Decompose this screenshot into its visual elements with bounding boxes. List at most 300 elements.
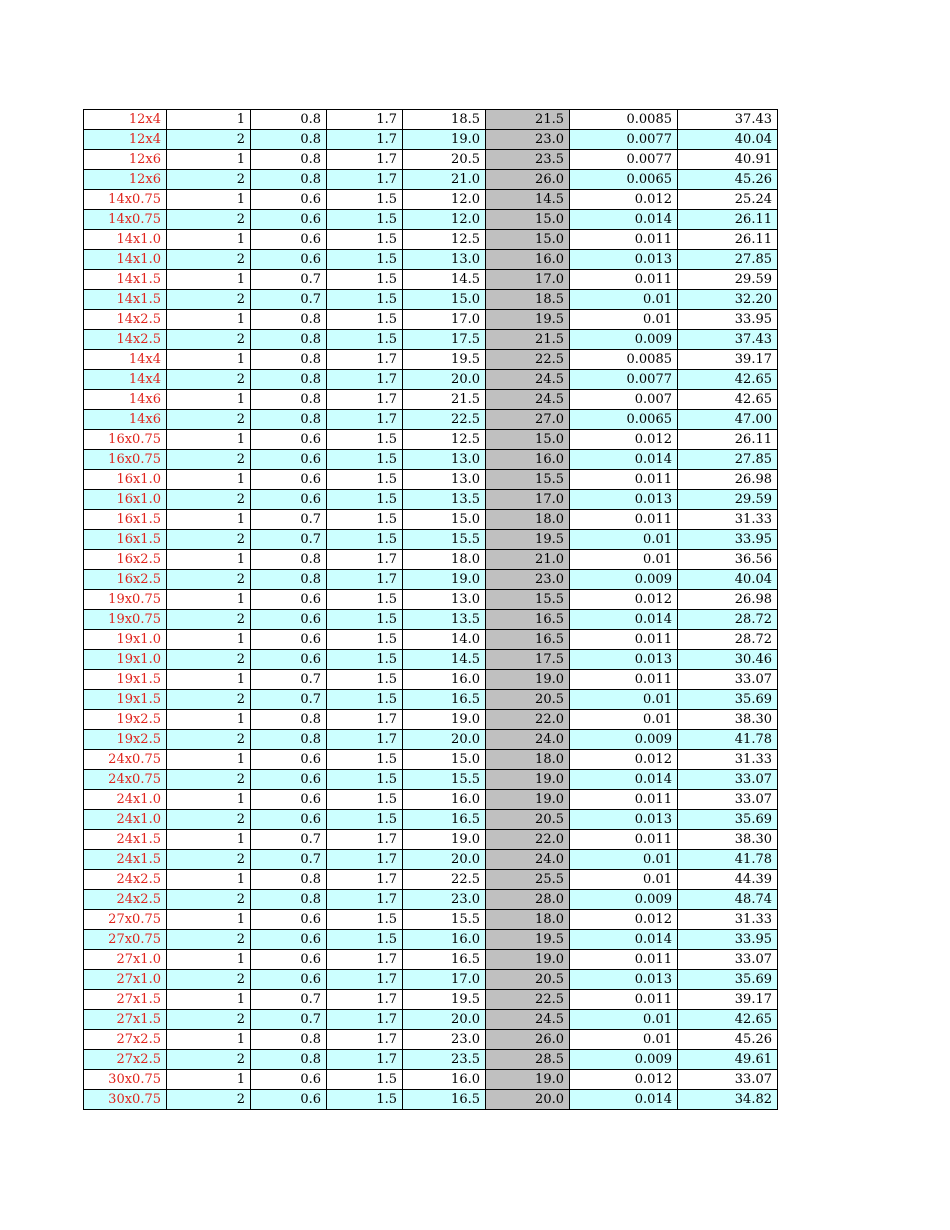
type-cell[interactable]: 1	[167, 950, 251, 970]
weight-cell[interactable]: 33.07	[678, 950, 778, 970]
value-c-cell[interactable]: 12.0	[403, 210, 486, 230]
ratio-cell[interactable]: 0.009	[570, 1050, 678, 1070]
type-cell[interactable]: 2	[167, 930, 251, 950]
value-a-cell[interactable]: 0.6	[251, 190, 327, 210]
value-a-cell[interactable]: 0.6	[251, 950, 327, 970]
spec-cell[interactable]: 19x0.75	[84, 590, 167, 610]
type-cell[interactable]: 1	[167, 310, 251, 330]
value-b-cell[interactable]: 1.7	[327, 1050, 403, 1070]
ratio-cell[interactable]: 0.0077	[570, 130, 678, 150]
weight-cell[interactable]: 28.72	[678, 630, 778, 650]
highlight-value-cell[interactable]: 16.0	[486, 450, 570, 470]
value-a-cell[interactable]: 0.6	[251, 770, 327, 790]
spec-cell[interactable]: 16x1.0	[84, 490, 167, 510]
spec-cell[interactable]: 14x6	[84, 410, 167, 430]
value-c-cell[interactable]: 16.5	[403, 810, 486, 830]
highlight-value-cell[interactable]: 15.0	[486, 230, 570, 250]
value-a-cell[interactable]: 0.7	[251, 990, 327, 1010]
weight-cell[interactable]: 33.95	[678, 530, 778, 550]
ratio-cell[interactable]: 0.01	[570, 850, 678, 870]
value-b-cell[interactable]: 1.7	[327, 410, 403, 430]
type-cell[interactable]: 2	[167, 130, 251, 150]
value-c-cell[interactable]: 21.5	[403, 390, 486, 410]
type-cell[interactable]: 2	[167, 690, 251, 710]
value-a-cell[interactable]: 0.6	[251, 590, 327, 610]
value-a-cell[interactable]: 0.7	[251, 850, 327, 870]
spec-cell[interactable]: 16x1.5	[84, 530, 167, 550]
ratio-cell[interactable]: 0.009	[570, 330, 678, 350]
highlight-value-cell[interactable]: 23.0	[486, 570, 570, 590]
spec-cell[interactable]: 24x2.5	[84, 870, 167, 890]
ratio-cell[interactable]: 0.014	[570, 1090, 678, 1110]
value-b-cell[interactable]: 1.5	[327, 430, 403, 450]
spec-cell[interactable]: 14x1.5	[84, 290, 167, 310]
ratio-cell[interactable]: 0.012	[570, 190, 678, 210]
weight-cell[interactable]: 35.69	[678, 970, 778, 990]
spec-cell[interactable]: 19x0.75	[84, 610, 167, 630]
type-cell[interactable]: 2	[167, 490, 251, 510]
weight-cell[interactable]: 26.98	[678, 470, 778, 490]
ratio-cell[interactable]: 0.011	[570, 830, 678, 850]
ratio-cell[interactable]: 0.0077	[570, 370, 678, 390]
highlight-value-cell[interactable]: 19.0	[486, 670, 570, 690]
value-c-cell[interactable]: 15.0	[403, 510, 486, 530]
value-a-cell[interactable]: 0.8	[251, 150, 327, 170]
weight-cell[interactable]: 39.17	[678, 990, 778, 1010]
type-cell[interactable]: 1	[167, 630, 251, 650]
type-cell[interactable]: 1	[167, 790, 251, 810]
value-a-cell[interactable]: 0.7	[251, 690, 327, 710]
spec-cell[interactable]: 30x0.75	[84, 1090, 167, 1110]
value-c-cell[interactable]: 19.5	[403, 350, 486, 370]
highlight-value-cell[interactable]: 19.0	[486, 1070, 570, 1090]
value-a-cell[interactable]: 0.8	[251, 890, 327, 910]
type-cell[interactable]: 1	[167, 910, 251, 930]
value-a-cell[interactable]: 0.6	[251, 470, 327, 490]
type-cell[interactable]: 1	[167, 670, 251, 690]
ratio-cell[interactable]: 0.0085	[570, 350, 678, 370]
highlight-value-cell[interactable]: 26.0	[486, 170, 570, 190]
spec-cell[interactable]: 12x4	[84, 130, 167, 150]
value-b-cell[interactable]: 1.5	[327, 650, 403, 670]
value-a-cell[interactable]: 0.7	[251, 530, 327, 550]
highlight-value-cell[interactable]: 18.5	[486, 290, 570, 310]
value-a-cell[interactable]: 0.8	[251, 1050, 327, 1070]
value-a-cell[interactable]: 0.8	[251, 390, 327, 410]
spec-cell[interactable]: 19x1.0	[84, 650, 167, 670]
value-a-cell[interactable]: 0.6	[251, 910, 327, 930]
value-c-cell[interactable]: 17.0	[403, 970, 486, 990]
ratio-cell[interactable]: 0.01	[570, 870, 678, 890]
value-c-cell[interactable]: 14.5	[403, 270, 486, 290]
highlight-value-cell[interactable]: 18.0	[486, 910, 570, 930]
highlight-value-cell[interactable]: 15.5	[486, 590, 570, 610]
value-a-cell[interactable]: 0.8	[251, 130, 327, 150]
value-a-cell[interactable]: 0.7	[251, 830, 327, 850]
value-c-cell[interactable]: 20.0	[403, 1010, 486, 1030]
type-cell[interactable]: 2	[167, 810, 251, 830]
highlight-value-cell[interactable]: 16.5	[486, 610, 570, 630]
value-c-cell[interactable]: 19.0	[403, 130, 486, 150]
spec-cell[interactable]: 27x1.0	[84, 970, 167, 990]
weight-cell[interactable]: 35.69	[678, 690, 778, 710]
weight-cell[interactable]: 42.65	[678, 390, 778, 410]
value-a-cell[interactable]: 0.7	[251, 290, 327, 310]
value-b-cell[interactable]: 1.5	[327, 610, 403, 630]
highlight-value-cell[interactable]: 22.5	[486, 350, 570, 370]
value-c-cell[interactable]: 17.0	[403, 310, 486, 330]
type-cell[interactable]: 1	[167, 230, 251, 250]
highlight-value-cell[interactable]: 26.0	[486, 1030, 570, 1050]
highlight-value-cell[interactable]: 24.5	[486, 390, 570, 410]
value-b-cell[interactable]: 1.7	[327, 710, 403, 730]
value-b-cell[interactable]: 1.5	[327, 810, 403, 830]
value-b-cell[interactable]: 1.5	[327, 450, 403, 470]
ratio-cell[interactable]: 0.009	[570, 730, 678, 750]
value-b-cell[interactable]: 1.5	[327, 750, 403, 770]
spec-cell[interactable]: 14x2.5	[84, 310, 167, 330]
weight-cell[interactable]: 48.74	[678, 890, 778, 910]
value-a-cell[interactable]: 0.6	[251, 750, 327, 770]
value-b-cell[interactable]: 1.5	[327, 270, 403, 290]
weight-cell[interactable]: 41.78	[678, 850, 778, 870]
value-b-cell[interactable]: 1.7	[327, 350, 403, 370]
value-a-cell[interactable]: 0.6	[251, 250, 327, 270]
ratio-cell[interactable]: 0.011	[570, 990, 678, 1010]
spec-cell[interactable]: 16x1.5	[84, 510, 167, 530]
highlight-value-cell[interactable]: 19.0	[486, 790, 570, 810]
value-a-cell[interactable]: 0.7	[251, 670, 327, 690]
spec-cell[interactable]: 12x4	[84, 110, 167, 130]
value-c-cell[interactable]: 16.5	[403, 690, 486, 710]
ratio-cell[interactable]: 0.01	[570, 530, 678, 550]
ratio-cell[interactable]: 0.01	[570, 690, 678, 710]
type-cell[interactable]: 2	[167, 770, 251, 790]
weight-cell[interactable]: 45.26	[678, 170, 778, 190]
value-c-cell[interactable]: 23.5	[403, 1050, 486, 1070]
weight-cell[interactable]: 34.82	[678, 1090, 778, 1110]
value-a-cell[interactable]: 0.6	[251, 450, 327, 470]
weight-cell[interactable]: 36.56	[678, 550, 778, 570]
highlight-value-cell[interactable]: 15.5	[486, 470, 570, 490]
highlight-value-cell[interactable]: 17.0	[486, 270, 570, 290]
value-b-cell[interactable]: 1.5	[327, 930, 403, 950]
highlight-value-cell[interactable]: 20.5	[486, 810, 570, 830]
value-c-cell[interactable]: 13.0	[403, 250, 486, 270]
spec-cell[interactable]: 16x1.0	[84, 470, 167, 490]
value-b-cell[interactable]: 1.5	[327, 290, 403, 310]
ratio-cell[interactable]: 0.011	[570, 510, 678, 530]
value-c-cell[interactable]: 12.0	[403, 190, 486, 210]
highlight-value-cell[interactable]: 28.5	[486, 1050, 570, 1070]
type-cell[interactable]: 1	[167, 990, 251, 1010]
value-c-cell[interactable]: 23.0	[403, 890, 486, 910]
ratio-cell[interactable]: 0.013	[570, 810, 678, 830]
spec-cell[interactable]: 24x0.75	[84, 770, 167, 790]
spec-cell[interactable]: 24x1.0	[84, 810, 167, 830]
spec-cell[interactable]: 19x1.5	[84, 670, 167, 690]
spec-cell[interactable]: 19x2.5	[84, 730, 167, 750]
highlight-value-cell[interactable]: 23.0	[486, 130, 570, 150]
spec-cell[interactable]: 14x4	[84, 350, 167, 370]
value-c-cell[interactable]: 19.5	[403, 990, 486, 1010]
value-c-cell[interactable]: 15.5	[403, 770, 486, 790]
value-c-cell[interactable]: 12.5	[403, 430, 486, 450]
highlight-value-cell[interactable]: 20.0	[486, 1090, 570, 1110]
spec-cell[interactable]: 16x0.75	[84, 450, 167, 470]
highlight-value-cell[interactable]: 21.5	[486, 110, 570, 130]
type-cell[interactable]: 1	[167, 870, 251, 890]
value-a-cell[interactable]: 0.8	[251, 870, 327, 890]
type-cell[interactable]: 2	[167, 1010, 251, 1030]
value-b-cell[interactable]: 1.5	[327, 230, 403, 250]
value-a-cell[interactable]: 0.8	[251, 730, 327, 750]
value-b-cell[interactable]: 1.5	[327, 670, 403, 690]
spec-cell[interactable]: 27x2.5	[84, 1030, 167, 1050]
ratio-cell[interactable]: 0.0065	[570, 170, 678, 190]
value-a-cell[interactable]: 0.8	[251, 330, 327, 350]
type-cell[interactable]: 1	[167, 710, 251, 730]
type-cell[interactable]: 1	[167, 270, 251, 290]
ratio-cell[interactable]: 0.0065	[570, 410, 678, 430]
value-b-cell[interactable]: 1.7	[327, 990, 403, 1010]
value-a-cell[interactable]: 0.8	[251, 350, 327, 370]
highlight-value-cell[interactable]: 16.0	[486, 250, 570, 270]
weight-cell[interactable]: 25.24	[678, 190, 778, 210]
spec-cell[interactable]: 24x1.5	[84, 850, 167, 870]
value-a-cell[interactable]: 0.8	[251, 310, 327, 330]
spec-cell[interactable]: 16x0.75	[84, 430, 167, 450]
value-b-cell[interactable]: 1.7	[327, 150, 403, 170]
value-a-cell[interactable]: 0.7	[251, 270, 327, 290]
type-cell[interactable]: 1	[167, 830, 251, 850]
type-cell[interactable]: 2	[167, 1050, 251, 1070]
value-c-cell[interactable]: 18.0	[403, 550, 486, 570]
ratio-cell[interactable]: 0.0077	[570, 150, 678, 170]
ratio-cell[interactable]: 0.014	[570, 610, 678, 630]
value-c-cell[interactable]: 18.5	[403, 110, 486, 130]
type-cell[interactable]: 1	[167, 510, 251, 530]
value-a-cell[interactable]: 0.8	[251, 410, 327, 430]
value-c-cell[interactable]: 22.5	[403, 410, 486, 430]
spec-cell[interactable]: 24x2.5	[84, 890, 167, 910]
spec-cell[interactable]: 27x0.75	[84, 930, 167, 950]
ratio-cell[interactable]: 0.013	[570, 250, 678, 270]
highlight-value-cell[interactable]: 27.0	[486, 410, 570, 430]
spec-cell[interactable]: 14x6	[84, 390, 167, 410]
highlight-value-cell[interactable]: 21.0	[486, 550, 570, 570]
value-c-cell[interactable]: 13.0	[403, 590, 486, 610]
value-b-cell[interactable]: 1.5	[327, 490, 403, 510]
weight-cell[interactable]: 31.33	[678, 910, 778, 930]
highlight-value-cell[interactable]: 19.0	[486, 770, 570, 790]
highlight-value-cell[interactable]: 15.0	[486, 430, 570, 450]
value-c-cell[interactable]: 14.0	[403, 630, 486, 650]
value-c-cell[interactable]: 16.0	[403, 670, 486, 690]
ratio-cell[interactable]: 0.01	[570, 290, 678, 310]
value-c-cell[interactable]: 19.0	[403, 830, 486, 850]
value-b-cell[interactable]: 1.7	[327, 370, 403, 390]
ratio-cell[interactable]: 0.009	[570, 570, 678, 590]
ratio-cell[interactable]: 0.014	[570, 930, 678, 950]
weight-cell[interactable]: 40.91	[678, 150, 778, 170]
value-c-cell[interactable]: 21.0	[403, 170, 486, 190]
type-cell[interactable]: 1	[167, 190, 251, 210]
value-c-cell[interactable]: 17.5	[403, 330, 486, 350]
highlight-value-cell[interactable]: 24.5	[486, 1010, 570, 1030]
spec-cell[interactable]: 16x2.5	[84, 570, 167, 590]
highlight-value-cell[interactable]: 23.5	[486, 150, 570, 170]
value-c-cell[interactable]: 14.5	[403, 650, 486, 670]
value-b-cell[interactable]: 1.5	[327, 310, 403, 330]
value-c-cell[interactable]: 20.0	[403, 850, 486, 870]
value-c-cell[interactable]: 19.0	[403, 710, 486, 730]
value-a-cell[interactable]: 0.6	[251, 1070, 327, 1090]
value-b-cell[interactable]: 1.7	[327, 870, 403, 890]
value-a-cell[interactable]: 0.6	[251, 790, 327, 810]
ratio-cell[interactable]: 0.01	[570, 550, 678, 570]
value-b-cell[interactable]: 1.7	[327, 1030, 403, 1050]
value-b-cell[interactable]: 1.5	[327, 250, 403, 270]
weight-cell[interactable]: 31.33	[678, 510, 778, 530]
highlight-value-cell[interactable]: 21.5	[486, 330, 570, 350]
highlight-value-cell[interactable]: 16.5	[486, 630, 570, 650]
weight-cell[interactable]: 31.33	[678, 750, 778, 770]
type-cell[interactable]: 1	[167, 110, 251, 130]
weight-cell[interactable]: 39.17	[678, 350, 778, 370]
weight-cell[interactable]: 29.59	[678, 490, 778, 510]
value-b-cell[interactable]: 1.5	[327, 530, 403, 550]
value-b-cell[interactable]: 1.7	[327, 950, 403, 970]
type-cell[interactable]: 2	[167, 890, 251, 910]
spec-cell[interactable]: 27x1.0	[84, 950, 167, 970]
ratio-cell[interactable]: 0.012	[570, 910, 678, 930]
highlight-value-cell[interactable]: 19.5	[486, 310, 570, 330]
value-a-cell[interactable]: 0.6	[251, 430, 327, 450]
value-b-cell[interactable]: 1.7	[327, 730, 403, 750]
value-b-cell[interactable]: 1.7	[327, 850, 403, 870]
weight-cell[interactable]: 26.11	[678, 230, 778, 250]
type-cell[interactable]: 1	[167, 350, 251, 370]
value-c-cell[interactable]: 15.0	[403, 290, 486, 310]
value-c-cell[interactable]: 13.5	[403, 610, 486, 630]
value-a-cell[interactable]: 0.8	[251, 710, 327, 730]
highlight-value-cell[interactable]: 19.5	[486, 530, 570, 550]
value-b-cell[interactable]: 1.7	[327, 130, 403, 150]
value-b-cell[interactable]: 1.7	[327, 970, 403, 990]
weight-cell[interactable]: 27.85	[678, 250, 778, 270]
spec-cell[interactable]: 14x4	[84, 370, 167, 390]
spec-cell[interactable]: 14x1.5	[84, 270, 167, 290]
value-c-cell[interactable]: 20.0	[403, 370, 486, 390]
spec-cell[interactable]: 27x0.75	[84, 910, 167, 930]
type-cell[interactable]: 1	[167, 1070, 251, 1090]
weight-cell[interactable]: 33.07	[678, 770, 778, 790]
spec-cell[interactable]: 27x1.5	[84, 1010, 167, 1030]
ratio-cell[interactable]: 0.013	[570, 970, 678, 990]
spec-cell[interactable]: 14x0.75	[84, 190, 167, 210]
type-cell[interactable]: 2	[167, 290, 251, 310]
highlight-value-cell[interactable]: 22.5	[486, 990, 570, 1010]
value-a-cell[interactable]: 0.6	[251, 230, 327, 250]
spec-cell[interactable]: 24x1.5	[84, 830, 167, 850]
ratio-cell[interactable]: 0.011	[570, 270, 678, 290]
value-b-cell[interactable]: 1.5	[327, 1070, 403, 1090]
weight-cell[interactable]: 44.39	[678, 870, 778, 890]
weight-cell[interactable]: 49.61	[678, 1050, 778, 1070]
spec-cell[interactable]: 14x1.0	[84, 250, 167, 270]
value-c-cell[interactable]: 16.5	[403, 950, 486, 970]
weight-cell[interactable]: 41.78	[678, 730, 778, 750]
type-cell[interactable]: 1	[167, 430, 251, 450]
type-cell[interactable]: 1	[167, 550, 251, 570]
highlight-value-cell[interactable]: 24.0	[486, 730, 570, 750]
ratio-cell[interactable]: 0.011	[570, 470, 678, 490]
type-cell[interactable]: 1	[167, 750, 251, 770]
value-c-cell[interactable]: 13.0	[403, 470, 486, 490]
ratio-cell[interactable]: 0.011	[570, 670, 678, 690]
ratio-cell[interactable]: 0.013	[570, 650, 678, 670]
type-cell[interactable]: 2	[167, 250, 251, 270]
value-c-cell[interactable]: 23.0	[403, 1030, 486, 1050]
value-b-cell[interactable]: 1.7	[327, 570, 403, 590]
value-b-cell[interactable]: 1.7	[327, 550, 403, 570]
value-a-cell[interactable]: 0.8	[251, 170, 327, 190]
spec-cell[interactable]: 12x6	[84, 150, 167, 170]
value-c-cell[interactable]: 13.0	[403, 450, 486, 470]
highlight-value-cell[interactable]: 14.5	[486, 190, 570, 210]
weight-cell[interactable]: 32.20	[678, 290, 778, 310]
spec-cell[interactable]: 14x0.75	[84, 210, 167, 230]
ratio-cell[interactable]: 0.007	[570, 390, 678, 410]
spec-cell[interactable]: 19x2.5	[84, 710, 167, 730]
highlight-value-cell[interactable]: 22.0	[486, 830, 570, 850]
ratio-cell[interactable]: 0.011	[570, 230, 678, 250]
type-cell[interactable]: 2	[167, 170, 251, 190]
ratio-cell[interactable]: 0.011	[570, 790, 678, 810]
ratio-cell[interactable]: 0.012	[570, 750, 678, 770]
type-cell[interactable]: 2	[167, 410, 251, 430]
type-cell[interactable]: 1	[167, 1030, 251, 1050]
value-a-cell[interactable]: 0.8	[251, 570, 327, 590]
weight-cell[interactable]: 38.30	[678, 710, 778, 730]
value-c-cell[interactable]: 20.0	[403, 730, 486, 750]
ratio-cell[interactable]: 0.01	[570, 710, 678, 730]
highlight-value-cell[interactable]: 18.0	[486, 750, 570, 770]
highlight-value-cell[interactable]: 15.0	[486, 210, 570, 230]
highlight-value-cell[interactable]: 20.5	[486, 970, 570, 990]
highlight-value-cell[interactable]: 19.5	[486, 930, 570, 950]
value-b-cell[interactable]: 1.7	[327, 890, 403, 910]
type-cell[interactable]: 1	[167, 590, 251, 610]
weight-cell[interactable]: 37.43	[678, 330, 778, 350]
value-c-cell[interactable]: 15.5	[403, 910, 486, 930]
value-a-cell[interactable]: 0.6	[251, 930, 327, 950]
value-c-cell[interactable]: 13.5	[403, 490, 486, 510]
highlight-value-cell[interactable]: 19.0	[486, 950, 570, 970]
highlight-value-cell[interactable]: 28.0	[486, 890, 570, 910]
value-a-cell[interactable]: 0.8	[251, 550, 327, 570]
spec-cell[interactable]: 14x2.5	[84, 330, 167, 350]
value-b-cell[interactable]: 1.5	[327, 190, 403, 210]
value-a-cell[interactable]: 0.6	[251, 490, 327, 510]
value-b-cell[interactable]: 1.5	[327, 910, 403, 930]
weight-cell[interactable]: 45.26	[678, 1030, 778, 1050]
value-b-cell[interactable]: 1.5	[327, 790, 403, 810]
value-a-cell[interactable]: 0.6	[251, 1090, 327, 1110]
type-cell[interactable]: 2	[167, 1090, 251, 1110]
value-c-cell[interactable]: 12.5	[403, 230, 486, 250]
